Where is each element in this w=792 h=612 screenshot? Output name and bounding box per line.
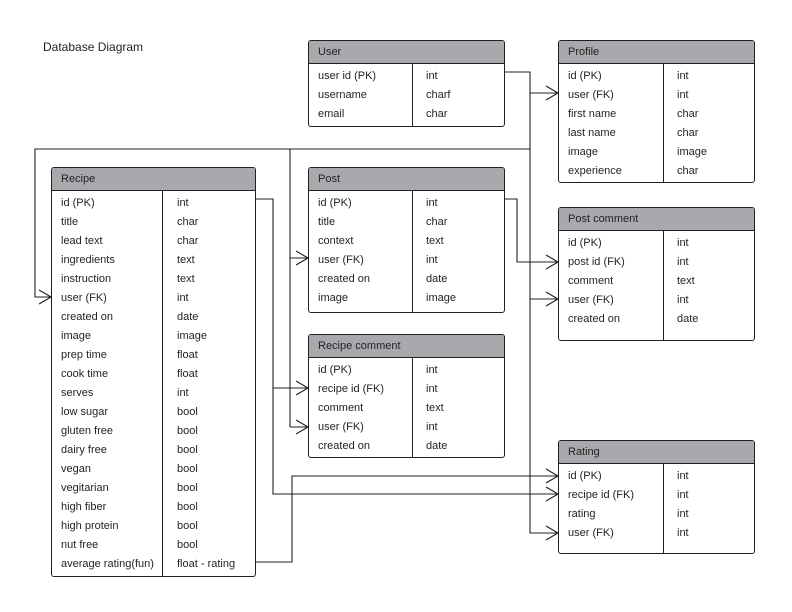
- field-name: last name: [568, 127, 616, 139]
- entity-fields: [559, 464, 754, 554]
- field-row: [309, 418, 504, 437]
- field-row: [52, 479, 255, 498]
- field-name: user id (PK): [318, 70, 377, 82]
- field-name: image: [61, 330, 91, 342]
- field-row: [52, 270, 255, 289]
- crowfoot-rating-recipe: [546, 487, 558, 501]
- field-type: int: [177, 387, 189, 399]
- entity-fields: [309, 64, 504, 127]
- field-type: int: [677, 470, 689, 482]
- entity-title: User: [309, 41, 504, 64]
- field-type: float - rating: [177, 558, 236, 570]
- field-type: int: [426, 383, 438, 395]
- field-type: char: [426, 216, 448, 228]
- field-row: [309, 194, 504, 213]
- field-type: float: [177, 368, 198, 380]
- field-name: id (PK): [568, 237, 602, 249]
- field-type: bool: [177, 444, 198, 456]
- crowfoot-recipe-comment-user: [296, 420, 308, 434]
- entity-title: Recipe comment: [309, 335, 504, 358]
- field-type: bool: [177, 520, 198, 532]
- field-type: text: [177, 254, 195, 266]
- field-row: [52, 232, 255, 251]
- crowfoot-recipe-comment-recipe: [296, 381, 308, 395]
- field-name: user (FK): [318, 421, 364, 433]
- field-row: [309, 67, 504, 86]
- field-type: int: [677, 256, 689, 268]
- field-name: rating: [568, 508, 596, 520]
- field-row: [52, 251, 255, 270]
- field-row: [559, 124, 754, 143]
- field-type: int: [426, 364, 438, 376]
- entity-title: Rating: [559, 441, 754, 464]
- field-row: [52, 403, 255, 422]
- field-type: int: [177, 197, 189, 209]
- field-name: email: [318, 108, 345, 120]
- field-type: int: [426, 421, 438, 433]
- field-row: [52, 365, 255, 384]
- field-type: image: [426, 292, 456, 304]
- relation-post-post-comment: [505, 199, 558, 262]
- entity-fields: [309, 358, 504, 458]
- field-name: experience: [568, 165, 622, 177]
- field-type: charf: [426, 89, 451, 101]
- field-name: user (FK): [61, 292, 107, 304]
- field-type: int: [677, 294, 689, 306]
- field-name: gluten free: [61, 425, 113, 437]
- field-type: bool: [177, 539, 198, 551]
- field-type: char: [677, 108, 699, 120]
- field-row: [559, 486, 754, 505]
- field-type: date: [177, 311, 199, 323]
- field-row: [559, 253, 754, 272]
- diagram-title: Database Diagram: [43, 40, 144, 54]
- field-name: id (PK): [318, 197, 352, 209]
- field-name: id (PK): [318, 364, 352, 376]
- field-type: char: [426, 108, 448, 120]
- field-name: vegitarian: [61, 482, 109, 494]
- field-name: vegan: [61, 463, 91, 475]
- field-row: [309, 361, 504, 380]
- field-row: [52, 308, 255, 327]
- crowfoot-profile-user: [546, 86, 558, 100]
- field-type: image: [177, 330, 207, 342]
- field-type: date: [426, 273, 448, 285]
- crowfoot-rating-user: [546, 526, 558, 540]
- field-name: user (FK): [568, 527, 614, 539]
- crowfoot-post-comment-post: [546, 255, 558, 269]
- field-type: text: [426, 235, 444, 247]
- field-type: image: [677, 146, 707, 158]
- crowfoot-recipe-user: [39, 290, 51, 304]
- field-name: cook time: [61, 368, 109, 380]
- field-row: [559, 105, 754, 124]
- field-type: bool: [177, 501, 198, 513]
- field-name: id (PK): [568, 470, 602, 482]
- entity-recipe: [51, 167, 256, 577]
- field-row: [52, 346, 255, 365]
- field-row: [309, 251, 504, 270]
- field-type: bool: [177, 482, 198, 494]
- relation-user-post-comment: [530, 149, 558, 299]
- field-name: first name: [568, 108, 617, 120]
- field-name: image: [318, 292, 348, 304]
- field-row: [52, 536, 255, 555]
- field-name: post id (FK): [568, 256, 625, 268]
- relation-user-rating: [530, 299, 558, 533]
- field-name: recipe id (FK): [568, 489, 635, 501]
- entity-rating: [558, 440, 755, 554]
- entity-profile: [558, 40, 755, 183]
- field-row: [52, 441, 255, 460]
- field-row: [52, 327, 255, 346]
- field-row: [52, 384, 255, 403]
- field-name: low sugar: [61, 406, 109, 418]
- entity-title: Post: [309, 168, 504, 191]
- entity-fields: [559, 64, 754, 183]
- field-row: [559, 67, 754, 86]
- field-row: [559, 272, 754, 291]
- relation-recipe-recipe-comment: [256, 199, 308, 388]
- field-name: title: [61, 216, 79, 228]
- entity-recipe-comment: [308, 334, 505, 458]
- field-type: char: [177, 235, 199, 247]
- crowfoot-post-comment-user: [546, 292, 558, 306]
- field-type: int: [677, 237, 689, 249]
- field-row: [309, 289, 504, 308]
- field-name: instruction: [61, 273, 112, 285]
- field-type: bool: [177, 406, 198, 418]
- field-name: high protein: [61, 520, 119, 532]
- field-row: [52, 555, 255, 574]
- field-row: [559, 524, 754, 543]
- field-row: [559, 467, 754, 486]
- field-row: [559, 143, 754, 162]
- field-name: created on: [318, 273, 370, 285]
- field-name: user (FK): [568, 89, 614, 101]
- crowfoot-post-user: [296, 251, 308, 265]
- field-row: [559, 162, 754, 181]
- field-name: nut free: [61, 539, 99, 551]
- field-type: char: [677, 127, 699, 139]
- field-row: [309, 270, 504, 289]
- field-row: [52, 460, 255, 479]
- field-name: average rating(fun): [61, 558, 154, 570]
- field-name: title: [318, 216, 336, 228]
- field-type: int: [426, 197, 438, 209]
- field-row: [309, 105, 504, 124]
- entity-user: [308, 40, 505, 127]
- field-row: [559, 86, 754, 105]
- field-name: ingredients: [61, 254, 115, 266]
- field-type: int: [677, 508, 689, 520]
- field-row: [309, 232, 504, 251]
- entity-fields: [559, 231, 754, 341]
- entity-post: [308, 167, 505, 313]
- field-name: image: [568, 146, 598, 158]
- field-name: user (FK): [318, 254, 364, 266]
- field-name: id (PK): [61, 197, 95, 209]
- field-type: int: [426, 254, 438, 266]
- field-type: int: [677, 527, 689, 539]
- field-name: comment: [318, 402, 364, 414]
- field-type: int: [177, 292, 189, 304]
- field-type: date: [426, 440, 448, 452]
- relation-user-profile: [505, 72, 558, 93]
- relation-rating-recipe-average: [256, 476, 558, 562]
- field-row: [309, 213, 504, 232]
- field-name: prep time: [61, 349, 107, 361]
- field-type: int: [677, 89, 689, 101]
- field-name: user (FK): [568, 294, 614, 306]
- field-type: bool: [177, 425, 198, 437]
- field-row: [52, 194, 255, 213]
- field-type: int: [677, 70, 689, 82]
- field-row: [52, 289, 255, 308]
- field-name: high fiber: [61, 501, 107, 513]
- field-type: bool: [177, 463, 198, 475]
- field-type: int: [677, 489, 689, 501]
- field-type: text: [426, 402, 444, 414]
- field-name: username: [318, 89, 367, 101]
- field-name: serves: [61, 387, 94, 399]
- entity-title: Profile: [559, 41, 754, 64]
- entity-title: Post comment: [559, 208, 754, 231]
- field-type: int: [426, 70, 438, 82]
- field-row: [559, 310, 754, 329]
- field-row: [559, 234, 754, 253]
- field-row: [559, 291, 754, 310]
- field-type: char: [177, 216, 199, 228]
- field-row: [52, 422, 255, 441]
- entity-post-comment: [558, 207, 755, 341]
- entity-title: Recipe: [52, 168, 255, 191]
- field-name: created on: [61, 311, 113, 323]
- field-row: [309, 86, 504, 105]
- field-name: recipe id (FK): [318, 383, 385, 395]
- field-name: context: [318, 235, 354, 247]
- entity-fields: [52, 191, 255, 577]
- field-type: text: [177, 273, 195, 285]
- field-type: float: [177, 349, 198, 361]
- field-name: created on: [568, 313, 620, 325]
- field-row: [52, 498, 255, 517]
- field-row: [309, 437, 504, 456]
- field-name: dairy free: [61, 444, 107, 456]
- field-name: comment: [568, 275, 614, 287]
- field-row: [309, 380, 504, 399]
- field-row: [52, 517, 255, 536]
- field-type: text: [677, 275, 695, 287]
- field-row: [559, 505, 754, 524]
- entity-fields: [309, 191, 504, 313]
- field-type: char: [677, 165, 699, 177]
- crowfoot-rating-id: [546, 469, 558, 483]
- field-row: [309, 399, 504, 418]
- field-name: lead text: [61, 235, 103, 247]
- field-type: date: [677, 313, 699, 325]
- field-row: [52, 213, 255, 232]
- field-name: created on: [318, 440, 370, 452]
- field-name: id (PK): [568, 70, 602, 82]
